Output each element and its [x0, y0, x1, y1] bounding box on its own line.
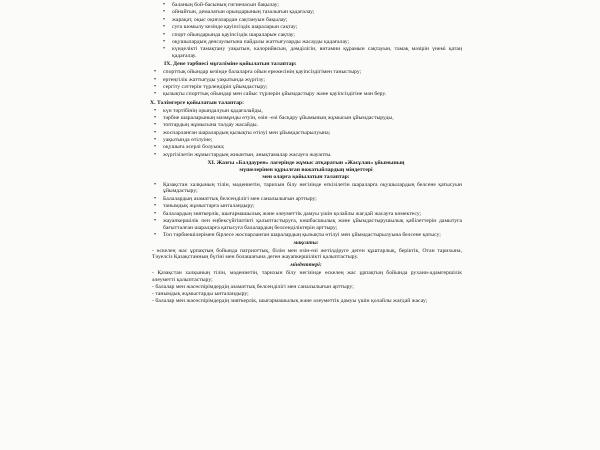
list-item: • спорттық ойындар кезінде балаларға ойын ережесінің қауіпсіздігімен таныстыру;: [150, 69, 462, 76]
list-item: • баланың бой-басының гигиенасын бақылау;: [150, 2, 462, 9]
list-item: • танымдық жұмыстарға ынталандыру;: [150, 203, 462, 210]
section-9-heading: IX. Дене тәрбиесі мұғаліміне қойылатын талаптар:: [164, 61, 297, 68]
list-item: • күнделікті тамақтану уақытын, калорийясын, дәмділігін, витамин құрамын сақтауын, тамақ мәзірін үнемі қатаң қадағалау.: [150, 46, 462, 60]
section-11-heading-line: XI. Жазғы «Балдаурен» лагерінде жұмыс атқаратын «Жасұлан» ұйымының: [207, 160, 405, 167]
tasks-label: міндеттері:: [290, 262, 322, 269]
list-item: • Топ тәрбиешілерімен бірлесе жоспарланған шаралардың қызықты өтілуі мен ұйымдастырылуына белсене қатысу;: [150, 232, 462, 239]
list-item: • уақытында өтілуіне;: [150, 137, 462, 144]
list-item: • тәрбие шараларының мазмұнды өтуін, өзін -өзі басқару ұйымының жұмысын ұйымдастыруды,: [150, 115, 462, 122]
section-11-heading: [150, 160, 462, 180]
list-item: • Қазақстан халқының тілін, мәдениетін, тарихын білу негізінде өткізілетін шараларға оқушылардың белсене қатысуын ұйымдастыру;: [150, 182, 462, 196]
section-11-heading-line: мен оларға қойылатын талаптар:: [262, 173, 350, 180]
list-item: • балалардың зияткерлік, шығармашылық және әлеуметтік дамуы үшін қолайлы жағдай жасауға көмектесу;: [150, 211, 462, 218]
list-item: • оқушылардың денсаулығына пайдалы жаттығуларды жасауды қадағалау;: [150, 39, 462, 46]
list-item: • суға шомылу кезінде қауіпсіздік шараларын сақтау;: [150, 24, 462, 31]
list-item: • ойнайтын, демалатын орындарының тазалығын қадағалау;: [150, 9, 462, 16]
list-item: • топтардың жұмысына талдау жасайды.: [150, 122, 462, 129]
list-item: • жоспарланған шаралардың қызықты өтілуі мен ұйымдастырылуына;: [150, 130, 462, 137]
document-content: [150, 2, 462, 306]
list-item: • жауапкершілік пен еңбексүйгіштікті қалыптастыруға, көшбасшылық және ұйымдастырушылық қабілеттерін дамытуға бағытталған шараларға қатысуға балалардың белсенділіктерін арттыру;: [150, 218, 462, 232]
list-item: • ертеңгілік жаттығуды уақытында жүргізу;: [150, 77, 462, 84]
section-9-list: [150, 69, 462, 98]
top-list: [150, 2, 462, 60]
section-11-heading-line: мүшелерінен құрылған вожатыйлардың міндеттері: [239, 166, 373, 173]
list-item: • қызықты спорттық ойындар мен сайыс түрлерін ұйымдастыру және қауіпсіздігіне мән беру.: [150, 91, 462, 98]
list-item: • оқушыға әсерлі болуына;: [150, 144, 462, 151]
task-item: - балалар мен жасөспірімдердің азаматтық белсенділігі мен саналылығын арттыру;: [152, 284, 354, 291]
list-item: • күн тәртібінің орындалуын қадағалайды,: [150, 108, 462, 115]
task-item: - танымдық жұмыстарды ынталандыру;: [152, 291, 249, 298]
goal-text: - өскелең жас ұрпақтың бойында патриоттық, білім мен өзін-өзі жетілдіруге деген құштарлық, беріктік, Отан тарихына, Тәуелсіз Қазақстанның бүгіні мен болашағына деген жауапкершілікті қалыптастыру.: [152, 247, 462, 261]
list-item: • жарақат, оқыс оқиғалардан сақтануын бақылау;: [150, 17, 462, 24]
section-10-heading: X. Тәлімгерге қойылатын талаптар:: [150, 99, 244, 106]
goal-label: мақсаты:: [293, 239, 319, 246]
list-item: • Балалардың азаматтық белсенділігі мен саналылығын арттыру;: [150, 196, 462, 203]
list-item: • жүргізілетін жұмыстардың жиынтын, анықтамалар жасауға жауапты.: [150, 152, 462, 159]
section-10-list: [150, 108, 462, 159]
task-item: - балалар мен жасөспірімдердің зияткерлік, шығармашылық және әлеуметтік дамуы үшін қолайлы жағдай жасау;: [152, 298, 428, 305]
section-11-list: [150, 182, 462, 239]
list-item: • спорт ойындарында қауіпсіздік шараларын сақтау;: [150, 32, 462, 39]
task-item: - Қазақстан халқының тілін, мәдениетін, тарихын білу негізінде өскелең жас ұрпақтың бойында рухани-адамгершілік әлеуметті қалыптастыру;: [152, 270, 462, 283]
list-item: • сергіту сәттерін түрлендіріп ұйымдастыру;: [150, 84, 462, 91]
